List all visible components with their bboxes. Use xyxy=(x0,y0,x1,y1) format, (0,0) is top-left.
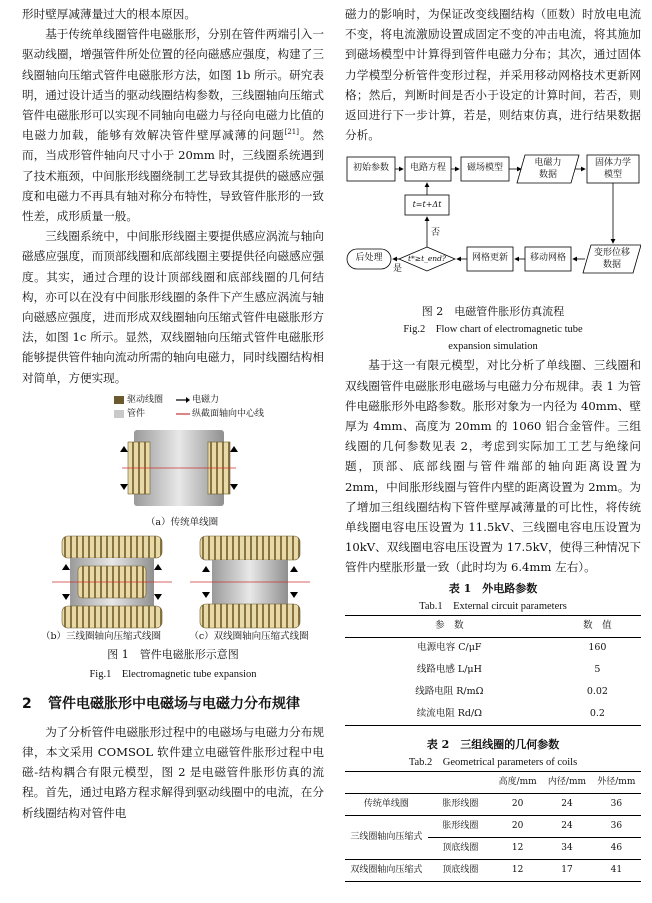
fig1b-three-coil xyxy=(52,534,172,630)
fig2-caption-en-line1: Fig.2 Flow chart of electromagnetic tube xyxy=(403,324,583,336)
tube-swatch-icon xyxy=(114,410,124,418)
fig1a-caption: （a）传统单线圈 xyxy=(145,516,219,528)
node-update-label: 网格更新 xyxy=(471,253,508,264)
paragraph: 为了分析管件电磁胀形过程中的电磁场与电磁力分布规律，本文采用 COMSOL 软件建立电磁管件胀形过程中电磁-结构耦合有限元模型，图 2 是电磁管件胀形仿真的流程。首先，通过电路方程求解得到驱动线圈中的电流，在分析线圈结构对管件电 xyxy=(22,724,324,820)
node-solid-label: 固体力学 模型 xyxy=(594,158,631,181)
paragraph: 三线圈系统中，中间胀形线圈主要提供感应涡流与轴向磁感应强度，而顶部线圈和底部线圈主要提供径向磁感应强度。其实，通过合理的设计顶部线圈和底部线圈的几何结构，亦可以在没有中间胀形线圈的条件下产生感应涡流与轴向磁感应强度，进而形成双线圈轴向压缩式管件电磁胀形方法，如图 1c 所示。显然，双线圈轴向压缩式管件电磁胀形能够提供管件轴向流动所需的轴向电磁力，同时线圈结构相对简单，方便实现。 xyxy=(22,229,324,385)
drive-coil-swatch-icon xyxy=(114,396,124,404)
left-column xyxy=(22,4,324,823)
paragraph: 磁力的影响时，为保证改变线圈结构（匝数）时放电电流不变，将电流激励设置成固定不变的冲击电流，将其施加到磁场模型中计算得到管件电磁力分布；其次，通过固体力学模型分析管件变形过程，并采用移动网格技术更新网格；然后，判断时间是否小于设定的计算时间，若否，则返回进行下一步计算，若是，则结束仿真，进行结果数据分析。 xyxy=(345,7,641,143)
table-row: 线路电阻 R/mΩ 0.02 xyxy=(415,686,608,698)
table-row: 续流电阻 Rd/Ω 0.2 xyxy=(345,703,641,725)
table1-title-cn: 表 1 外电路参数 xyxy=(448,581,538,595)
fig2-caption-en-line2: expansion simulation xyxy=(448,341,538,353)
node-decision-label: t*≥t_end? xyxy=(408,254,446,264)
citation: [21] xyxy=(284,128,299,137)
section-heading xyxy=(22,695,324,714)
fig1-caption-cn: 图 1 管件电磁胀形示意图 xyxy=(107,647,239,661)
node-moving-label: 移动网格 xyxy=(529,253,566,264)
fig1a-single-coil xyxy=(120,424,238,512)
table-header-cell: 内径/mm xyxy=(547,777,587,788)
paragraph: 基于这一有限元模型，对比分析了单线圈、三线圈和双线圈管件电磁胀形电磁场与电磁力分布规律。表 1 为管件电磁胀形外电路参数。胀形对象为一内径为 40mm、壁厚为 4mm、高度为 20mm 的 1060 铝合金管件。三组线圈的几何参数见表 2，考虑到实际加工工艺与绝缘问题，顶部、底部线圈与管件端部的轴向距离设置为 2mm，中间胀形线圈与管件内壁的距离设置为 2mm。为了增加三组线圈结构下管件壁厚减薄量的可比性，将传统单线圈电容电压设置为 11.5kV、三线圈电容电压设置为 10kV、双线圈电容电压设置为 17.5kV，使得三种情况下管件内壁胀形量一致（此时均为 6.4mm 左右）。 xyxy=(345,358,641,575)
fig1c-two-coil xyxy=(190,534,310,630)
paragraph: 基于传统单线圈管件电磁胀形，分别在管件两端引入一驱动线圈，增强管件所处位置的径向磁感应强度，构建了三线圈轴向压缩式管件电磁胀形方法，如图 1b 所示。研究表明，通过设计适当的驱动线圈结构参数，三线圈轴向压缩式管件电磁胀形可以实现不同轴向电磁力与径向电磁力比值的电磁力加载，能够有效解决管件壁厚减薄的问题[21]。然而，当成形管件轴向尺寸小于 20mm 时，三线圈系统遇到了技术瓶颈，中间胀形线圈绕制工艺导致其提供的磁感应强度和电磁力不再具有轴对称分布特性，导致管件胀形的一致性差，成形质量一般。 xyxy=(22,27,324,224)
table-1 xyxy=(345,615,641,726)
fig1c-caption: （c）双线圈轴向压缩式线圈 xyxy=(189,630,309,642)
table2-title-cn: 表 2 三组线圈的几何参数 xyxy=(426,737,560,751)
table-2 xyxy=(345,771,641,882)
table-header-cell: 外径/mm xyxy=(597,777,636,788)
node-deform-label: 变形位移 数据 xyxy=(593,248,630,271)
table2-title-en: Tab.2 Geometrical parameters of coils xyxy=(408,756,578,768)
node-circuit-label: 电路方程 xyxy=(409,163,446,174)
table-header-row xyxy=(345,615,641,637)
table-row: 传统单线圈 胀形线圈 20 24 36 xyxy=(363,799,623,810)
table-header-cell: 高度/mm xyxy=(498,777,537,788)
table-row: 三线圈轴向压缩式 胀形线圈 20 24 36 xyxy=(345,815,641,837)
no-label: 否 xyxy=(431,228,441,239)
section-number: 2 xyxy=(22,695,32,712)
centerline-icon xyxy=(176,410,190,418)
table-row: 双线圈轴向压缩式 顶底线圈 12 17 41 xyxy=(345,859,641,881)
node-force-label: 电磁力 数据 xyxy=(534,158,562,181)
table-header-cell: 参 数 xyxy=(435,620,464,632)
yes-label: 是 xyxy=(393,264,403,275)
node-init-label: 初始参数 xyxy=(352,163,389,174)
figure-2-flowchart xyxy=(345,151,641,299)
node-step-label: t=t+Δt xyxy=(412,200,442,210)
fig1-caption-en: Fig.1 Electromagnetic tube expansion xyxy=(89,668,257,680)
node-magnetic-label: 磁场模型 xyxy=(466,163,503,174)
arrow-icon xyxy=(176,396,190,404)
fig2-caption-cn: 图 2 电磁管件胀形仿真流程 xyxy=(421,305,565,319)
right-column xyxy=(345,4,641,882)
figure-1 xyxy=(22,392,324,664)
table-header-cell: 数 值 xyxy=(583,620,612,632)
node-post-label: 后处理 xyxy=(355,253,383,264)
fig1-legend: 驱动线圈 电磁力 管件 纵截面轴向中心线 xyxy=(114,392,304,422)
table-row: 线路电感 L/μH 5 xyxy=(416,664,601,676)
paragraph: 形时壁厚减薄量过大的根本原因。 xyxy=(22,7,196,21)
table-header-row xyxy=(345,771,641,793)
section-title: 管件电磁胀形中电磁场与电磁力分布规律 xyxy=(48,695,300,712)
table-row: 电源电容 C/μF 160 xyxy=(417,642,607,654)
table1-title-en: Tab.1 External circuit parameters xyxy=(419,600,567,612)
table-row: 顶底线圈 12 34 46 xyxy=(345,837,641,859)
fig1b-caption: （b）三线圈轴向压缩式线圈 xyxy=(40,630,162,642)
